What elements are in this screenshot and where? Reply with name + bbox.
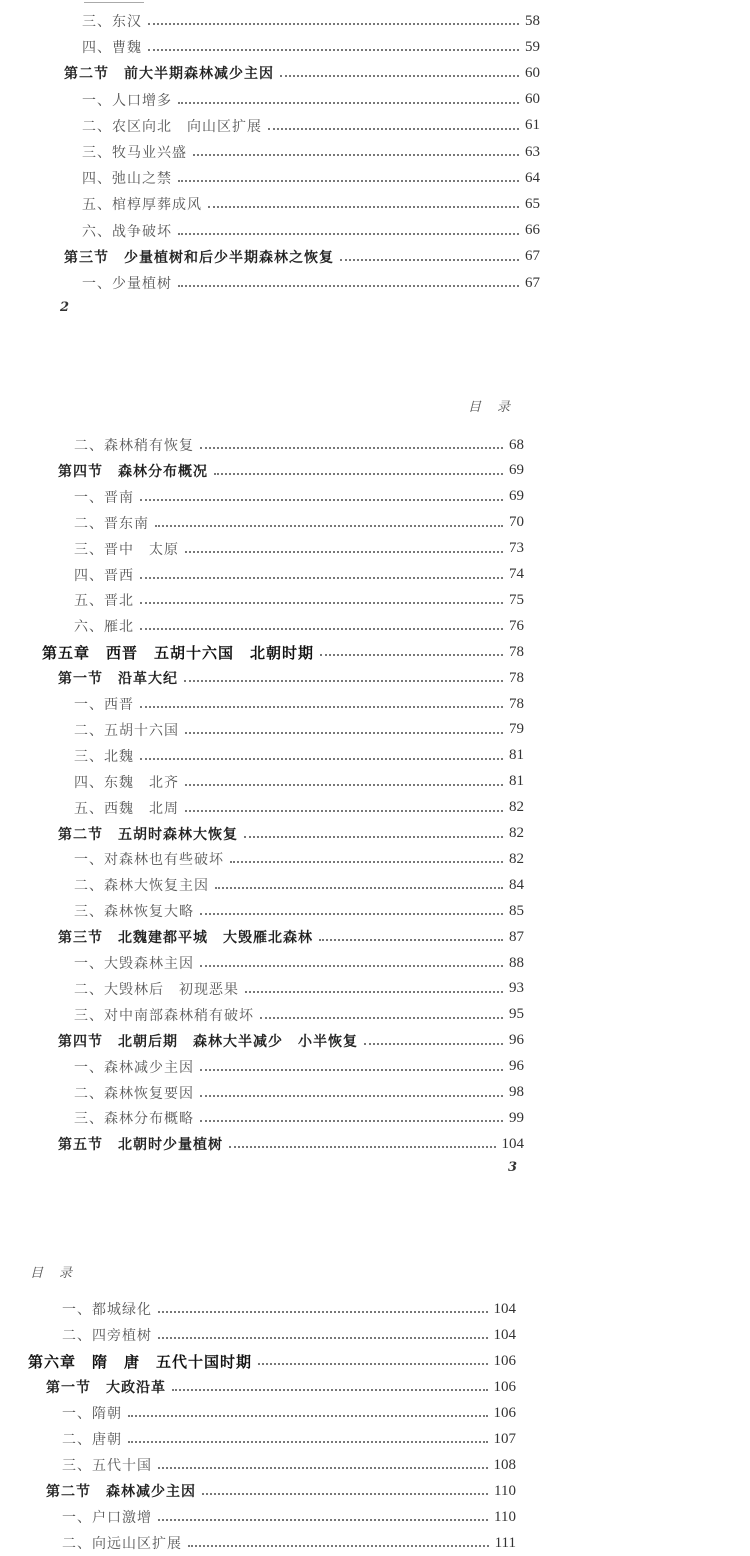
entry-page-number: 84	[509, 876, 524, 893]
toc-entry-sub	[82, 191, 540, 217]
dot-leader	[178, 285, 519, 287]
entry-title: 三、对中南部森林稍有破坏	[74, 1007, 254, 1024]
dot-leader	[185, 784, 503, 786]
entry-title: 五、棺椁厚葬成风	[82, 197, 202, 214]
dot-leader	[140, 628, 503, 630]
entry-title: 第四节 森林分布概况	[58, 463, 208, 480]
entry-title: 一、森林减少主因	[74, 1059, 194, 1076]
entry-page-number: 68	[509, 436, 524, 453]
toc-entry-sub	[82, 34, 540, 60]
entry-title: 第五节 北朝时少量植树	[58, 1137, 223, 1154]
toc-entry-sub	[82, 8, 540, 34]
dot-leader	[158, 1311, 488, 1313]
toc-page-2	[0, 330, 750, 1180]
dot-leader	[184, 680, 503, 682]
dot-leader	[245, 991, 503, 993]
entry-page-number: 82	[509, 825, 524, 841]
dot-leader	[128, 1415, 488, 1417]
dot-leader	[128, 1441, 488, 1443]
entry-page-number: 60	[525, 91, 540, 108]
dot-leader	[229, 1146, 496, 1148]
toc-entry-sub	[74, 976, 524, 1002]
entry-title: 二、森林大恢复主因	[74, 878, 209, 895]
dot-leader	[188, 1545, 489, 1547]
entry-page-number: 64	[525, 169, 540, 186]
entry-title: 三、森林恢复大略	[74, 904, 194, 921]
entry-title: 一、晋南	[74, 489, 134, 506]
toc-entry-sub	[62, 1426, 516, 1452]
entry-title: 四、东魏 北齐	[74, 774, 179, 791]
entry-title: 二、唐朝	[62, 1432, 122, 1448]
entry-page-number: 111	[494, 1534, 516, 1551]
dot-leader	[172, 1389, 488, 1391]
dot-leader	[268, 128, 519, 130]
dot-leader	[320, 654, 503, 656]
running-header: 目录	[30, 1266, 89, 1281]
entry-title: 三、晋中 太原	[74, 541, 179, 558]
toc-entry-sub	[74, 510, 524, 536]
entry-page-number: 74	[509, 566, 524, 582]
entry-title: 一、对森林也有些破坏	[74, 852, 224, 869]
entry-page-number: 110	[494, 1482, 516, 1499]
toc-entry-sec	[58, 821, 524, 847]
entry-title: 三、牧马业兴盛	[82, 145, 187, 161]
entry-title: 第三节 少量植树和后少半期森林之恢复	[64, 249, 334, 266]
dot-leader	[155, 525, 503, 527]
entry-page-number: 82	[509, 850, 524, 867]
entry-title: 第二节 前大半期森林减少主因	[64, 66, 274, 83]
entry-page-number: 73	[509, 540, 524, 557]
toc-entry-sub	[82, 270, 540, 296]
entry-page-number: 60	[525, 64, 540, 81]
cropped-line	[84, 0, 144, 3]
entry-page-number: 106	[493, 1352, 516, 1369]
entry-page-number: 96	[509, 1032, 524, 1049]
entry-page-number: 98	[509, 1084, 524, 1100]
entry-page-number: 78	[509, 695, 524, 712]
toc-entry-sec	[58, 1028, 524, 1054]
entry-page-number: 81	[509, 747, 524, 764]
toc-entry-chap	[28, 1348, 516, 1374]
dot-leader	[319, 939, 503, 941]
toc-entry-sec	[58, 458, 524, 484]
entry-title: 一、大毁森林主因	[74, 956, 194, 972]
entry-page-number: 104	[501, 1135, 524, 1152]
entry-title: 五、西魏 北周	[74, 800, 179, 817]
entry-title: 第四节 北朝后期 森林大半减少 小半恢复	[58, 1033, 358, 1050]
entry-title: 一、都城绿化	[62, 1302, 152, 1318]
toc-entry-sub	[74, 717, 524, 743]
dot-leader	[185, 732, 503, 734]
toc-entry-sub	[62, 1452, 516, 1478]
page-number: 3	[508, 1160, 518, 1175]
dot-leader	[280, 75, 519, 77]
toc-entry-sub	[74, 898, 524, 924]
dot-leader	[214, 473, 503, 475]
dot-leader	[178, 102, 519, 104]
entry-page-number: 66	[525, 222, 540, 239]
entry-page-number: 88	[509, 954, 524, 971]
entry-title: 一、西晋	[74, 697, 134, 713]
entry-page-number: 59	[525, 38, 540, 55]
entry-page-number: 106	[493, 1378, 516, 1395]
entry-title: 二、向远山区扩展	[62, 1536, 182, 1552]
toc-entry-sub	[74, 872, 524, 898]
dot-leader	[140, 602, 503, 604]
entry-title: 三、森林分布概略	[74, 1111, 194, 1128]
entry-page-number: 95	[509, 1006, 524, 1023]
toc-entry-sub	[74, 1054, 524, 1080]
dot-leader	[200, 1095, 503, 1097]
toc-entry-sec	[58, 924, 524, 950]
entry-title: 第一节 沿革大纪	[58, 671, 178, 688]
entry-title: 五、晋北	[74, 593, 134, 610]
dot-leader	[215, 887, 503, 889]
entry-title: 三、北魏	[74, 748, 134, 765]
dot-leader	[178, 180, 519, 182]
dot-leader	[244, 836, 503, 838]
entry-page-number: 82	[509, 799, 524, 816]
entry-page-number: 108	[493, 1456, 516, 1473]
entry-title: 一、隋朝	[62, 1406, 122, 1422]
dot-leader	[202, 1493, 488, 1495]
entry-page-number: 99	[509, 1109, 524, 1126]
toc-entry-sub	[62, 1400, 516, 1426]
toc-entry-sub	[74, 484, 524, 510]
entry-title: 四、弛山之禁	[82, 171, 172, 188]
entry-page-number: 69	[509, 462, 524, 479]
toc-entry-sub	[74, 1002, 524, 1028]
toc-entry-sub	[82, 87, 540, 113]
dot-leader	[140, 758, 503, 760]
entry-title: 二、森林稍有恢复	[74, 438, 194, 454]
entry-page-number: 78	[509, 669, 524, 686]
entry-title: 四、晋西	[74, 567, 134, 584]
entry-title: 二、农区向北 向山区扩展	[82, 118, 262, 135]
toc-entry-sub	[74, 769, 524, 795]
entry-page-number: 96	[509, 1058, 524, 1075]
toc-entry-sec	[46, 1478, 516, 1504]
entry-title: 第六章 隋 唐 五代十国时期	[28, 1352, 253, 1371]
entry-page-number: 93	[509, 980, 524, 997]
toc-entry-sub	[74, 432, 524, 458]
entry-page-number: 67	[525, 248, 540, 265]
entry-page-number: 104	[493, 1300, 516, 1317]
toc-entry-sub	[82, 113, 540, 139]
entry-page-number: 70	[509, 514, 524, 531]
toc-entry-sub	[74, 691, 524, 717]
entry-page-number: 75	[509, 591, 524, 608]
dot-leader	[185, 551, 503, 553]
running-header: 目录	[468, 400, 527, 415]
entry-title: 第三节 北魏建都平城 大毁雁北森林	[58, 930, 313, 947]
dot-leader	[148, 23, 519, 25]
toc-entry-sec	[46, 1374, 516, 1400]
dot-leader	[158, 1467, 488, 1469]
entry-page-number: 87	[509, 928, 524, 945]
entry-title: 一、户口激增	[62, 1510, 152, 1526]
entry-title: 第五章 西晋 五胡十六国 北朝时期	[42, 643, 315, 662]
toc-entry-sub	[74, 743, 524, 769]
entry-title: 二、晋东南	[74, 515, 149, 532]
toc-entry-sub	[74, 1105, 524, 1131]
entry-page-number: 65	[525, 195, 540, 212]
entry-page-number: 58	[525, 12, 540, 29]
entry-page-number: 107	[493, 1430, 516, 1447]
entry-title: 四、曹魏	[82, 40, 142, 57]
dot-leader	[208, 206, 519, 208]
toc-entry-sub	[62, 1296, 516, 1322]
toc-entry-sub	[82, 218, 540, 244]
toc-entry-sub	[74, 1080, 524, 1106]
dot-leader	[260, 1017, 503, 1019]
entry-title: 二、四旁植树	[62, 1328, 152, 1344]
toc-entry-sub	[74, 613, 524, 639]
toc-entry-sub	[74, 536, 524, 562]
dot-leader	[140, 706, 503, 708]
entry-title: 六、战争破坏	[82, 223, 172, 240]
entry-page-number: 85	[509, 902, 524, 919]
dot-leader	[178, 233, 519, 235]
dot-leader	[158, 1337, 488, 1339]
toc-entry-sub	[82, 139, 540, 165]
entry-page-number: 81	[509, 773, 524, 790]
dot-leader	[148, 49, 519, 51]
entry-title: 第二节 五胡时森林大恢复	[58, 826, 238, 843]
entry-page-number: 67	[525, 274, 540, 291]
entry-title: 二、大毁林后 初现恶果	[74, 981, 239, 998]
toc-entry-sub	[62, 1530, 516, 1556]
toc-page-3	[0, 1180, 750, 1552]
entry-page-number: 76	[509, 617, 524, 634]
entry-page-number: 79	[509, 721, 524, 738]
entry-page-number: 110	[494, 1508, 516, 1525]
dot-leader	[200, 913, 503, 915]
dot-leader	[158, 1519, 488, 1521]
entry-title: 一、少量植树	[82, 276, 172, 292]
entry-page-number: 69	[509, 488, 524, 505]
dot-leader	[230, 861, 503, 863]
entry-page-number: 104	[493, 1326, 516, 1343]
toc-entry-sub	[82, 165, 540, 191]
toc-entry-sub	[74, 950, 524, 976]
dot-leader	[200, 447, 503, 449]
toc-entry-sub	[74, 587, 524, 613]
entry-title: 一、人口增多	[82, 92, 172, 109]
dot-leader	[200, 1069, 503, 1071]
dot-leader	[140, 499, 503, 501]
entry-page-number: 61	[525, 117, 540, 134]
entry-page-number: 78	[509, 643, 524, 660]
entry-title: 六、雁北	[74, 619, 134, 636]
entry-page-number: 63	[525, 143, 540, 160]
toc-entry-sub	[62, 1322, 516, 1348]
toc-entry-chap	[42, 639, 524, 665]
dot-leader	[140, 577, 503, 579]
dot-leader	[340, 259, 519, 261]
page-number: 2	[60, 300, 70, 315]
entry-title: 二、森林恢复要因	[74, 1085, 194, 1102]
entry-title: 第二节 森林减少主因	[46, 1484, 196, 1500]
toc-entry-sub	[74, 846, 524, 872]
dot-leader	[258, 1363, 487, 1365]
entry-title: 三、五代十国	[62, 1458, 152, 1474]
entry-page-number: 106	[493, 1404, 516, 1421]
toc-entry-sub	[62, 1504, 516, 1530]
toc-entry-sec	[64, 244, 540, 270]
dot-leader	[200, 965, 503, 967]
dot-leader	[185, 810, 503, 812]
toc-entry-sec	[58, 665, 524, 691]
dot-leader	[193, 154, 519, 156]
toc-entry-sub	[74, 795, 524, 821]
entry-title: 二、五胡十六国	[74, 722, 179, 739]
entry-title: 第一节 大政沿革	[46, 1380, 166, 1396]
entry-title: 三、东汉	[82, 14, 142, 30]
toc-page-1	[0, 0, 750, 330]
toc-entry-sec	[64, 60, 540, 86]
toc-entry-sec	[58, 1131, 524, 1157]
toc-entry-sub	[74, 562, 524, 588]
dot-leader	[200, 1120, 503, 1122]
dot-leader	[364, 1043, 503, 1045]
